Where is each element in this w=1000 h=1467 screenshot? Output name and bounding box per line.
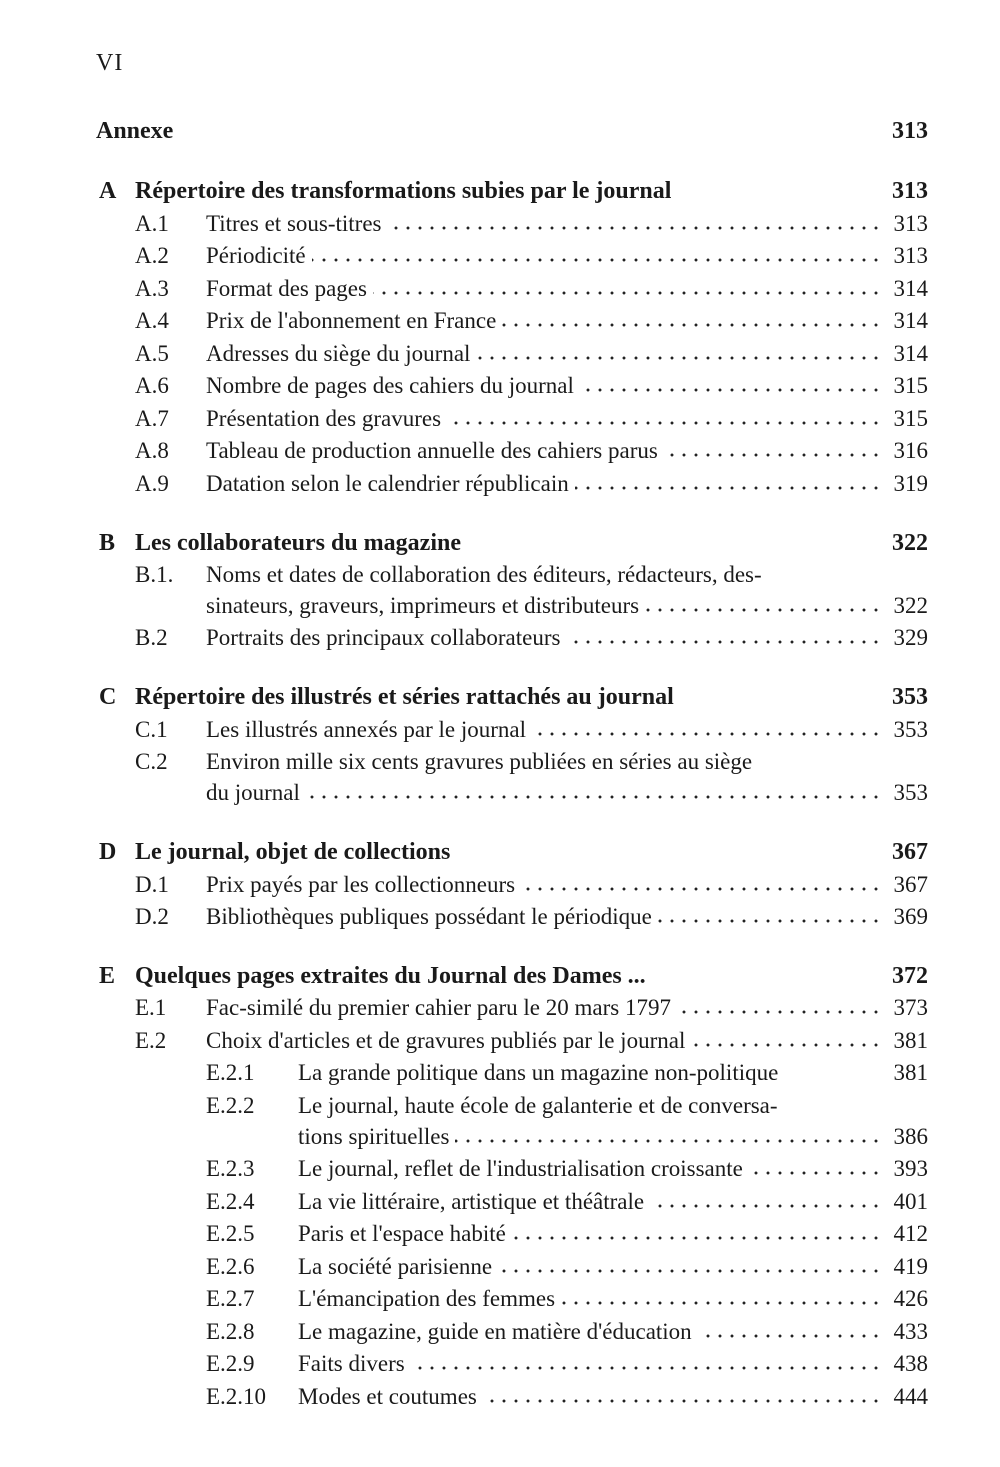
toc-entry-page: 444 [893, 1384, 928, 1409]
toc-entry-number: D.2 [135, 904, 169, 929]
toc-entry-number: E.2.10 [206, 1384, 267, 1409]
toc-entry-title-line2: sinateurs, graveurs, imprimeurs et distributeurs [206, 593, 645, 618]
toc-entry-title: Format des pages [206, 276, 373, 301]
toc-entry-title: Les collaborateurs du magazine [135, 530, 461, 556]
toc-entry-page: 313 [893, 211, 928, 236]
toc-section-c[interactable] [0, 684, 1000, 716]
toc-entry-a-7[interactable] [0, 406, 1000, 438]
toc-entry-title: Répertoire des illustrés et séries rattachés au journal [135, 684, 674, 710]
toc-entry-e-2-2-cont[interactable] [0, 1124, 1000, 1156]
toc-entry-e-2-6[interactable] [0, 1254, 1000, 1286]
toc-entry-number: E.2 [135, 1028, 167, 1053]
toc-entry-e-2-9[interactable] [0, 1351, 1000, 1383]
toc-entry-number: E.2.1 [206, 1060, 255, 1085]
toc-entry-number: C.1 [135, 717, 168, 742]
toc-entry-number: B.2 [135, 625, 168, 650]
toc-entry-number: E.2.8 [206, 1319, 255, 1344]
toc-entry-e-2-5[interactable] [0, 1221, 1000, 1253]
toc-entry-number: C.2 [135, 749, 168, 774]
toc-entry-number: A.2 [135, 243, 169, 268]
toc-entry-number: A.7 [135, 406, 169, 431]
toc-entry-number: E.2.4 [206, 1189, 255, 1214]
toc-entry-a-2[interactable] [0, 243, 1000, 275]
toc-entry-number: A.3 [135, 276, 169, 301]
toc-entry-title: Adresses du siège du journal [206, 341, 476, 366]
toc-entry-title: Tableau de production annuelle des cahiers parus [206, 438, 664, 463]
toc-entry-title: Annexe [96, 118, 174, 144]
toc-entry-b-1[interactable] [0, 562, 1000, 594]
toc-entry-title: Prix de l'abonnement en France [206, 308, 502, 333]
toc-entry-page: 313 [893, 243, 928, 268]
page-number-header: VI [96, 50, 124, 76]
toc-entry-title-line2: tions spirituelles [298, 1124, 455, 1149]
toc-entry-title: Datation selon le calendrier républicain [206, 471, 575, 496]
toc-section-letter: E [99, 963, 116, 989]
toc-entry-a-9[interactable] [0, 471, 1000, 503]
toc-entry-number: A.8 [135, 438, 169, 463]
toc-entry-page: 315 [893, 406, 928, 431]
toc-entry-c-2-cont[interactable] [0, 780, 1000, 812]
toc-entry-page: 315 [893, 373, 928, 398]
toc-entry-title: Bibliothèques publiques possédant le périodique [206, 904, 658, 929]
toc-entry-number: A.1 [135, 211, 169, 236]
toc-entry-page: 369 [893, 904, 928, 929]
toc-entry-page: 419 [893, 1254, 928, 1279]
toc-entry-page: 386 [893, 1124, 928, 1149]
toc-entry-a-1[interactable] [0, 211, 1000, 243]
toc-entry-e-2[interactable] [0, 1028, 1000, 1060]
toc-entry-title: Périodicité [206, 243, 312, 268]
toc-entry-title: Répertoire des transformations subies par le journal [135, 178, 672, 204]
toc-entry-page: 433 [893, 1319, 928, 1344]
toc-entry-page: 353 [892, 684, 928, 710]
toc-entry-a-4[interactable] [0, 308, 1000, 340]
toc-entry-page: 322 [892, 530, 928, 556]
toc-entry-page: 329 [893, 625, 928, 650]
toc-entry-d-2[interactable] [0, 904, 1000, 936]
toc-entry-page: 373 [893, 995, 928, 1020]
toc-entry-c-2[interactable] [0, 749, 1000, 781]
toc-section-d[interactable] [0, 839, 1000, 871]
toc-entry-number: A.4 [135, 308, 169, 333]
toc-entry-title: Titres et sous-titres [206, 211, 388, 236]
toc-entry-page: 313 [892, 118, 928, 144]
toc-entry-title-line1: Environ mille six cents gravures publiées en séries au siège [206, 749, 753, 774]
toc-entry-page: 412 [893, 1221, 928, 1246]
toc-entry-e-2-4[interactable] [0, 1189, 1000, 1221]
toc-entry-page: 353 [893, 780, 928, 805]
toc-entry-title: La société parisienne [298, 1254, 498, 1279]
toc-entry-page: 353 [893, 717, 928, 742]
toc-entry-title: Prix payés par les collectionneurs [206, 872, 521, 897]
toc-entry-number: E.2.6 [206, 1254, 255, 1279]
toc-entry-page: 393 [893, 1156, 928, 1181]
toc-entry-number: E.2.5 [206, 1221, 255, 1246]
toc-entry-title-line2: du journal [206, 780, 306, 805]
toc-entry-title: Les illustrés annexés par le journal [206, 717, 532, 742]
toc-entry-page: 316 [893, 438, 928, 463]
toc-entry-number: D.1 [135, 872, 169, 897]
toc-entry-title: La vie littéraire, artistique et théâtrale [298, 1189, 650, 1214]
toc-entry-title: Fac-similé du premier cahier paru le 20 mars 1797 [206, 995, 677, 1020]
toc-entry-title: Choix d'articles et de gravures publiés par le journal [206, 1028, 691, 1053]
toc-entry-number: A.5 [135, 341, 169, 366]
toc-entry-page: 438 [893, 1351, 928, 1376]
toc-entry-title: La grande politique dans un magazine non-politique [298, 1060, 779, 1085]
toc-entry-title: Le journal, reflet de l'industrialisation croissante [298, 1156, 749, 1181]
toc-section-letter: A [99, 178, 117, 204]
toc-entry-b-1-cont[interactable] [0, 593, 1000, 625]
toc-entry-page: 314 [893, 341, 928, 366]
toc-entry-e-1[interactable] [0, 995, 1000, 1027]
toc-entry-d-1[interactable] [0, 872, 1000, 904]
toc-annexe-heading[interactable] [0, 118, 1000, 150]
toc-entry-title: Modes et coutumes [298, 1384, 483, 1409]
toc-entry-number: E.2.9 [206, 1351, 255, 1376]
toc-entry-page: 314 [893, 308, 928, 333]
toc-section-e[interactable] [0, 963, 1000, 995]
toc-entry-title: Paris et l'espace habité [298, 1221, 512, 1246]
toc-entry-a-6[interactable] [0, 373, 1000, 405]
toc-entry-number: A.9 [135, 471, 169, 496]
toc-entry-title-line1: Noms et dates de collaboration des éditeurs, rédacteurs, des- [206, 562, 762, 587]
toc-entry-page: 314 [893, 276, 928, 301]
toc-entry-title: Faits divers [298, 1351, 411, 1376]
toc-entry-page: 381 [893, 1060, 928, 1085]
toc-entry-number: E.2.3 [206, 1156, 255, 1181]
toc-entry-e-2-3[interactable] [0, 1156, 1000, 1188]
toc-entry-page: 426 [893, 1286, 928, 1311]
toc-entry-title: Quelques pages extraites du Journal des Dames ... [135, 963, 646, 989]
toc-entry-page: 322 [893, 593, 928, 618]
toc-entry-page: 367 [893, 872, 928, 897]
toc-entry-number: E.2.2 [206, 1093, 255, 1118]
toc-section-letter: D [99, 839, 117, 865]
toc-section-a[interactable] [0, 178, 1000, 210]
toc-entry-page: 372 [892, 963, 928, 989]
toc-section-letter: C [99, 684, 117, 710]
toc-entry-page: 313 [892, 178, 928, 204]
toc-entry-page: 367 [892, 839, 928, 865]
toc-entry-b-2[interactable] [0, 625, 1000, 657]
toc-entry-e-2-2[interactable] [0, 1093, 1000, 1125]
toc-entry-c-1[interactable] [0, 717, 1000, 749]
toc-entry-page: 381 [893, 1028, 928, 1053]
toc-entry-page: 401 [893, 1189, 928, 1214]
toc-entry-page: 319 [893, 471, 928, 496]
toc-section-letter: B [99, 530, 116, 556]
toc-entry-title-line1: Le journal, haute école de galanterie et de conversa- [298, 1093, 778, 1118]
toc-entry-title: Le journal, objet de collections [135, 839, 451, 865]
toc-entry-e-2-10[interactable] [0, 1384, 1000, 1416]
toc-entry-number: E.1 [135, 995, 167, 1020]
toc-entry-title: Présentation des gravures [206, 406, 447, 431]
toc-entry-title: Portraits des principaux collaborateurs [206, 625, 566, 650]
toc-entry-a-5[interactable] [0, 341, 1000, 373]
toc-entry-a-3[interactable] [0, 276, 1000, 308]
toc-entry-e-2-1[interactable] [0, 1060, 1000, 1092]
toc-entry-number: B.1. [135, 562, 174, 587]
toc-section-b[interactable] [0, 530, 1000, 562]
toc-entry-title: Le magazine, guide en matière d'éducation [298, 1319, 698, 1344]
toc-entry-e-2-8[interactable] [0, 1319, 1000, 1351]
toc-entry-a-8[interactable] [0, 438, 1000, 470]
toc-entry-title: L'émancipation des femmes [298, 1286, 561, 1311]
toc-entry-number: A.6 [135, 373, 169, 398]
toc-entry-e-2-7[interactable] [0, 1286, 1000, 1318]
toc-entry-title: Nombre de pages des cahiers du journal [206, 373, 580, 398]
toc-entry-number: E.2.7 [206, 1286, 255, 1311]
